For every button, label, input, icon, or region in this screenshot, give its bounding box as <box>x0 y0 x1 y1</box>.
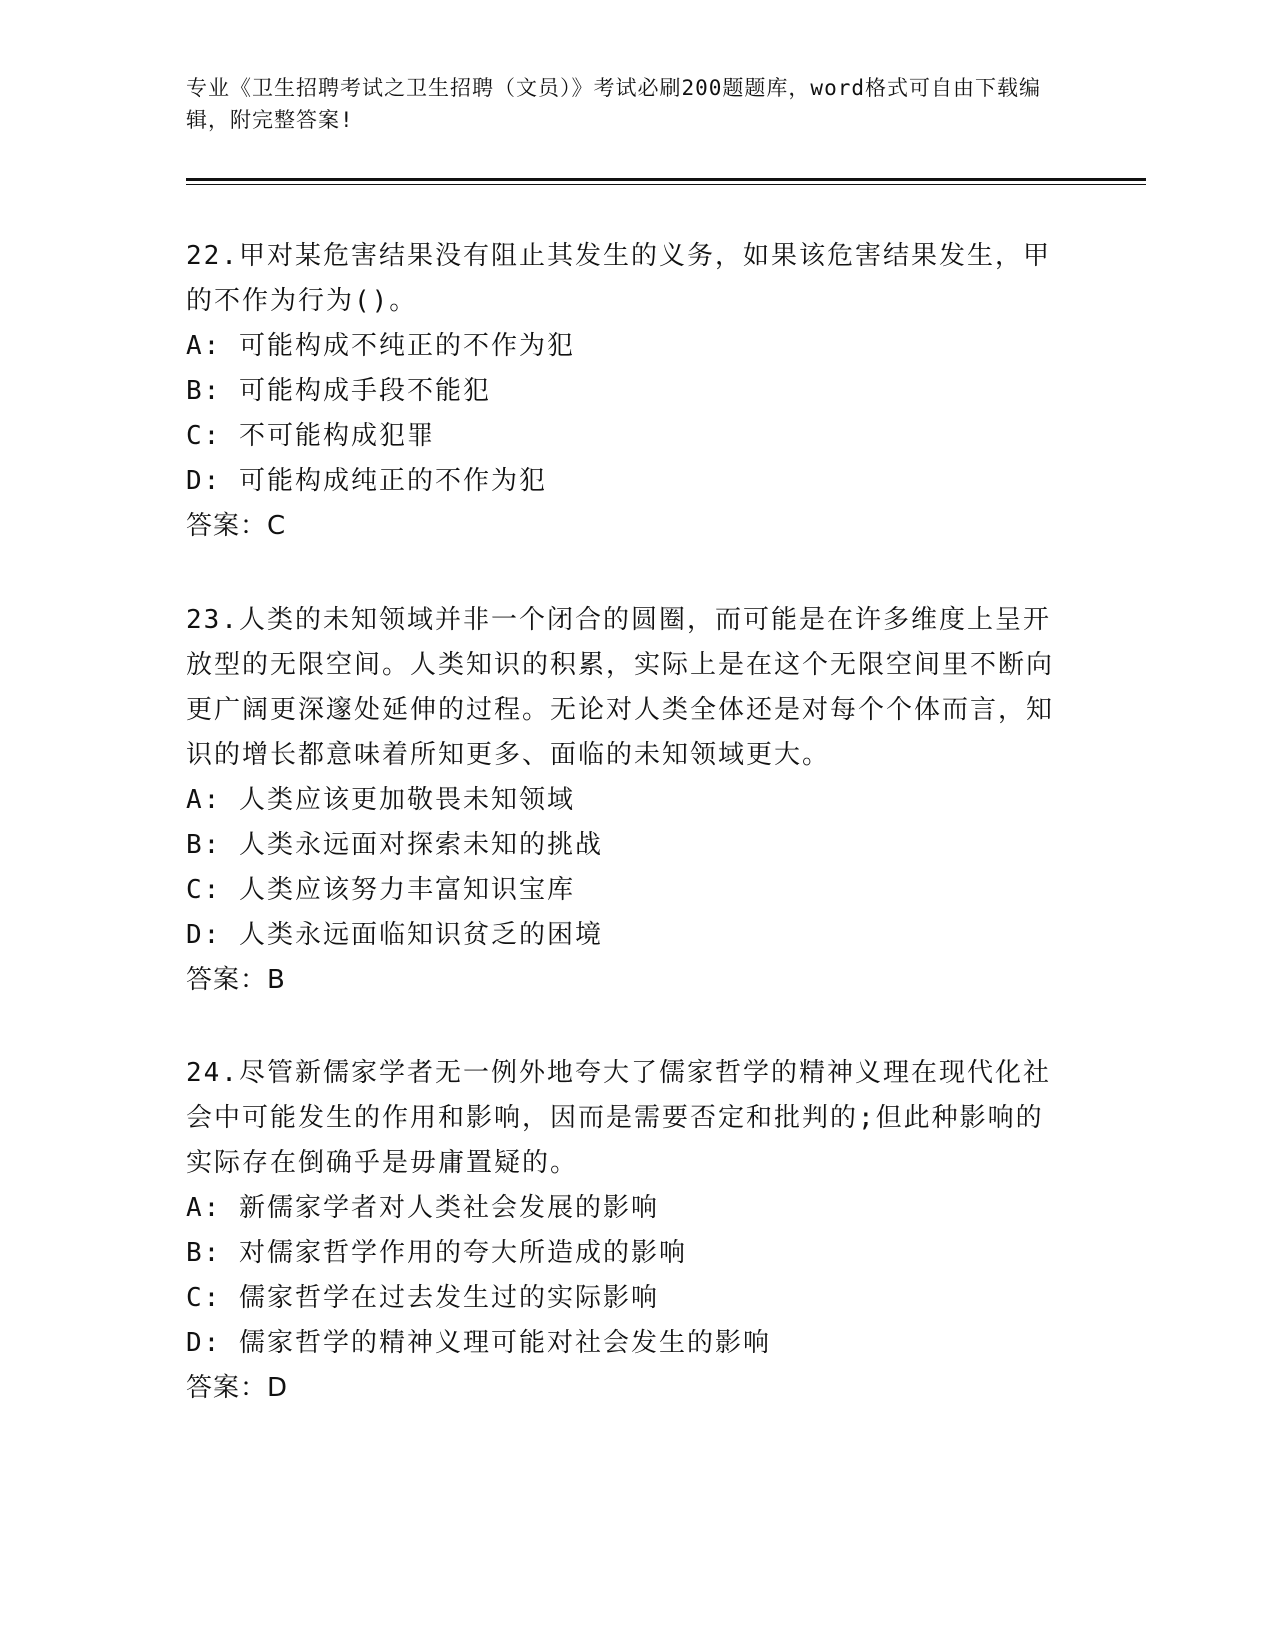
question-stem: 22.甲对某危害结果没有阻止其发生的义务，如果该危害结果发生，甲的不作为行为()。 <box>186 241 1051 316</box>
option-b: B: 人类永远面对探索未知的挑战 <box>186 830 603 860</box>
question-22 <box>186 234 1066 549</box>
question-24 <box>186 1051 1066 1411</box>
option-c: C: 不可能构成犯罪 <box>186 421 435 451</box>
option-d: D: 人类永远面临知识贫乏的困境 <box>186 920 603 950</box>
document-header: 专业《卫生招聘考试之卫生招聘（文员）》考试必刷200题题库，word格式可自由下载编辑，附完整答案! <box>186 76 1041 132</box>
question-stem: 23.人类的未知领域并非一个闭合的圆圈，而可能是在许多维度上呈开放型的无限空间。人类知识的积累，实际上是在这个无限空间里不断向更广阔更深邃处延伸的过程。无论对人类全体还是对每个个体而言，知识的增长都意味着所知更多、面临的未知领域更大。 <box>186 605 1055 770</box>
option-b: B: 对儒家哲学作用的夸大所造成的影响 <box>186 1238 687 1268</box>
option-d: D: 儒家哲学的精神义理可能对社会发生的影响 <box>186 1328 771 1358</box>
question-stem: 24.尽管新儒家学者无一例外地夸大了儒家哲学的精神义理在现代化社会中可能发生的作用和影响，因而是需要否定和批判的;但此种影响的实际存在倒确乎是毋庸置疑的。 <box>186 1058 1051 1178</box>
question-23 <box>186 598 1066 1003</box>
answer-line: 答案：C <box>186 511 287 541</box>
header-divider-thin <box>186 184 1146 185</box>
option-b: B: 可能构成手段不能犯 <box>186 376 491 406</box>
answer-line: 答案：D <box>186 1373 289 1403</box>
option-c: C: 儒家哲学在过去发生过的实际影响 <box>186 1283 659 1313</box>
option-a: A: 人类应该更加敬畏未知领域 <box>186 785 575 815</box>
option-a: A: 可能构成不纯正的不作为犯 <box>186 331 575 361</box>
header-divider-thick <box>186 178 1146 181</box>
option-a: A: 新儒家学者对人类社会发展的影响 <box>186 1193 659 1223</box>
option-c: C: 人类应该努力丰富知识宝库 <box>186 875 575 905</box>
answer-line: 答案：B <box>186 965 286 995</box>
option-d: D: 可能构成纯正的不作为犯 <box>186 466 547 496</box>
